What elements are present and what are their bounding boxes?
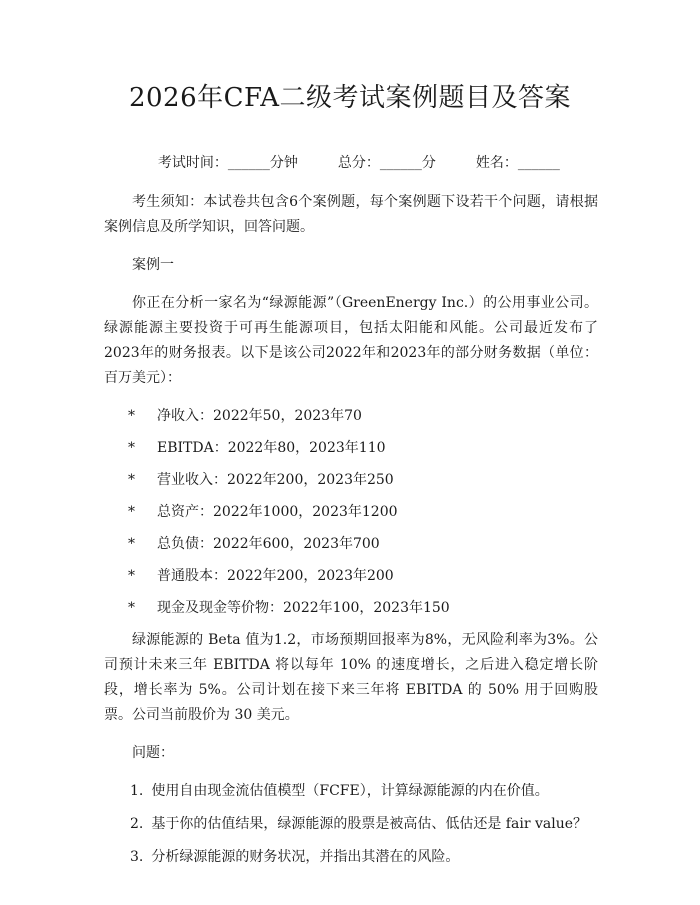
list-item (128, 468, 598, 500)
question-number: 2. (130, 816, 144, 832)
financial-item-text: 总负债：2022年600，2023年700 (157, 536, 380, 552)
question-text: 基于你的估值结果，绿源能源的股票是被高估、低估还是 fair value？ (151, 816, 587, 832)
question-text: 使用自由现金流估值模型（FCFE），计算绿源能源的内在价值。 (151, 783, 549, 799)
exam-info-line (0, 130, 700, 196)
bullet-mark: * (128, 472, 135, 488)
financial-item-text: EBITDA：2022年80，2023年110 (157, 440, 386, 456)
case-heading: 案例一 (132, 257, 174, 273)
bullet-mark: * (128, 600, 135, 616)
list-item (130, 845, 598, 878)
name-field: 姓名：______ (475, 155, 560, 171)
list-item (128, 500, 598, 532)
financial-item-text: 营业收入：2022年200，2023年250 (157, 472, 394, 488)
question-list (104, 779, 598, 878)
questions-label: 问题： (132, 745, 174, 761)
exam-time-field: 考试时间：______分钟 (157, 155, 298, 171)
financial-item-text: 现金及现金等价物：2022年100，2023年150 (157, 600, 450, 616)
list-item (128, 596, 598, 628)
document-body (104, 190, 598, 878)
list-item (130, 779, 598, 812)
exam-instructions: 考生须知：本试卷共包含6个案例题，每个案例题下设若干个问题，请根据案例信息及所学知识，回答问题。 (104, 194, 598, 235)
bullet-mark: * (128, 440, 135, 456)
question-number: 1. (130, 783, 144, 799)
bullet-mark: * (128, 504, 135, 520)
bullet-mark: * (128, 408, 135, 424)
question-text: 分析绿源能源的财务状况，并指出其潜在的风险。 (151, 849, 460, 865)
case-assumptions: 绿源能源的 Beta 值为1.2，市场预期回报率为8%，无风险利率为3%。公司预计未来三年 EBITDA 将以每年 10% 的速度增长，之后进入稳定增长阶段，增长率为 5%。公司计划在接下来三年将 EBITDA 的 50% 用于回购股票。公司当前股价为 30 美元。 (104, 632, 598, 723)
list-item (128, 532, 598, 564)
list-item (128, 404, 598, 436)
financial-item-text: 净收入：2022年50，2023年70 (157, 408, 362, 424)
bullet-mark: * (128, 536, 135, 552)
question-number: 3. (130, 849, 144, 865)
financial-data-list (104, 404, 598, 628)
list-item (128, 436, 598, 468)
list-item (130, 812, 598, 845)
financial-item-text: 普通股本：2022年200，2023年200 (157, 568, 394, 584)
total-score-field: 总分：______分 (337, 155, 436, 171)
case-description: 你正在分析一家名为“绿源能源”（GreenEnergy Inc.）的公用事业公司。绿源能源主要投资于可再生能源项目，包括太阳能和风能。公司最近发布了2023年的财务报表。以下是该公司2022年和2023年的部分财务数据（单位：百万美元）： (104, 295, 598, 386)
page-title: 2026年CFA二级考试案例题目及答案 (128, 83, 572, 113)
bullet-mark: * (128, 568, 135, 584)
list-item (128, 564, 598, 596)
financial-item-text: 总资产：2022年1000，2023年1200 (157, 504, 398, 520)
